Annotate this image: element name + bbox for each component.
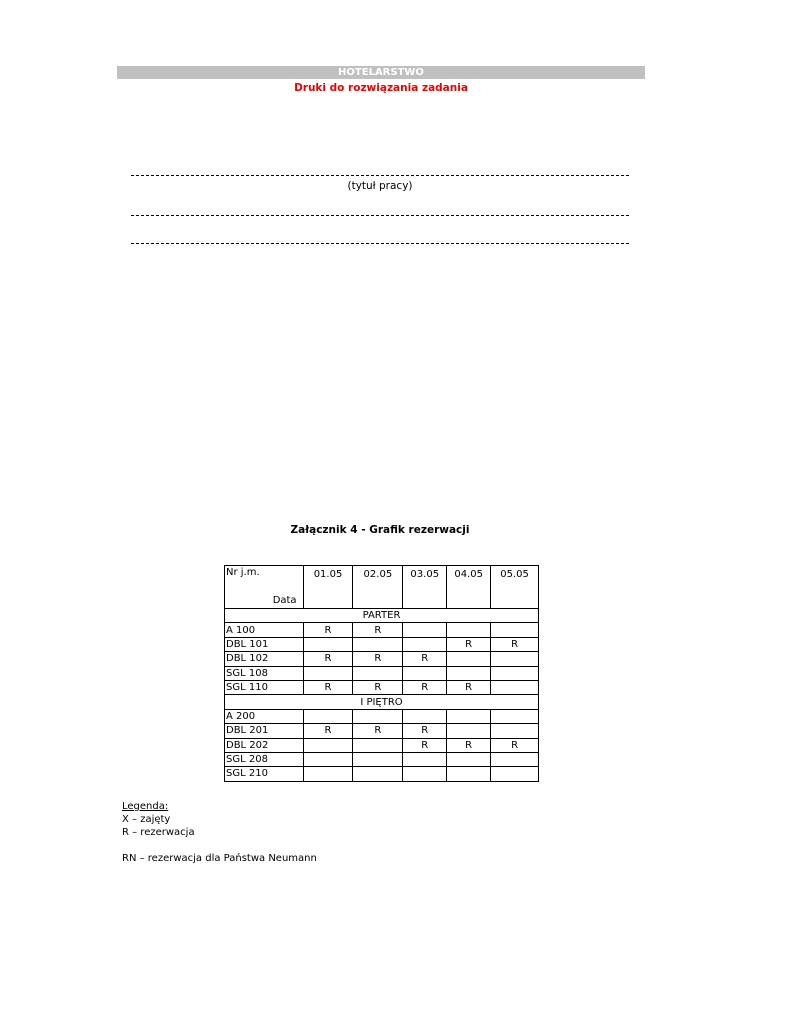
reservation-cell	[491, 680, 539, 694]
reservation-cell	[447, 724, 491, 738]
reservation-cell	[403, 752, 447, 766]
corner-header-cell	[225, 566, 304, 609]
reservation-cell	[491, 623, 539, 637]
table-row	[225, 666, 539, 680]
reservation-cell	[303, 709, 353, 723]
reservation-cell: R	[403, 724, 447, 738]
date-header-cell: 03.05	[403, 566, 447, 609]
reservation-cell: R	[447, 738, 491, 752]
legend	[122, 800, 195, 839]
date-header-cell: 04.05	[447, 566, 491, 609]
reservation-cell	[403, 709, 447, 723]
reservation-cell	[491, 652, 539, 666]
reservation-cell	[303, 752, 353, 766]
legend-item: X – zajęty	[122, 814, 171, 825]
reservation-cell	[353, 709, 403, 723]
reservation-cell	[353, 666, 403, 680]
room-cell: DBL 101	[225, 637, 304, 651]
table-row	[225, 724, 539, 738]
room-cell: SGL 108	[225, 666, 304, 680]
reservation-cell: R	[491, 738, 539, 752]
reservation-cell	[353, 637, 403, 651]
table-row	[225, 623, 539, 637]
reservation-cell	[447, 623, 491, 637]
reservation-cell	[491, 767, 539, 781]
reservation-cell	[303, 637, 353, 651]
reservation-cell: R	[303, 724, 353, 738]
reservation-cell: R	[353, 680, 403, 694]
reservation-cell	[353, 767, 403, 781]
annex-title: Załącznik 4 - Grafik rezerwacji	[290, 524, 470, 536]
room-cell: SGL 208	[225, 752, 304, 766]
table-row	[225, 767, 539, 781]
table-row	[225, 752, 539, 766]
table-row	[225, 637, 539, 651]
reservation-cell	[447, 767, 491, 781]
date-header-cell: 01.05	[303, 566, 353, 609]
table-row	[225, 709, 539, 723]
reservation-cell: R	[303, 652, 353, 666]
room-cell: DBL 102	[225, 652, 304, 666]
reservation-cell	[303, 666, 353, 680]
reservation-cell	[447, 652, 491, 666]
reservation-cell	[447, 666, 491, 680]
room-number-label: Nr j.m.	[226, 567, 260, 578]
reservation-cell	[491, 724, 539, 738]
date-header-cell: 02.05	[353, 566, 403, 609]
date-label: Data	[272, 595, 297, 606]
header-title: HOTELARSTWO	[338, 67, 424, 78]
reservation-cell: R	[353, 623, 403, 637]
section-header-cell: PARTER	[225, 609, 539, 623]
reservation-cell: R	[403, 680, 447, 694]
reservation-cell: R	[353, 652, 403, 666]
reservation-cell	[447, 752, 491, 766]
reservation-cell	[403, 767, 447, 781]
reservation-cell: R	[303, 623, 353, 637]
reservation-cell	[403, 623, 447, 637]
reservation-cell	[303, 767, 353, 781]
room-cell: DBL 201	[225, 724, 304, 738]
reservation-cell: R	[447, 680, 491, 694]
reservation-cell	[491, 666, 539, 680]
reservation-cell: R	[491, 637, 539, 651]
reservation-cell: R	[403, 738, 447, 752]
header-bar	[117, 66, 645, 79]
reservation-cell: R	[447, 637, 491, 651]
title-line-3	[131, 243, 629, 244]
table-header-row	[225, 566, 539, 609]
table-row	[225, 680, 539, 694]
table-row	[225, 738, 539, 752]
section-row	[225, 695, 539, 709]
legend-heading: Legenda:	[122, 801, 169, 812]
reservation-cell	[491, 709, 539, 723]
section-header-cell: I PIĘTRO	[225, 695, 539, 709]
legend-note: RN – rezerwacja dla Państwa Neumann	[122, 853, 317, 864]
room-cell: A 100	[225, 623, 304, 637]
reservation-cell	[303, 738, 353, 752]
reservation-cell	[353, 738, 403, 752]
legend-item: R – rezerwacja	[122, 827, 195, 838]
page-subtitle: Druki do rozwiązania zadania	[294, 82, 468, 94]
room-cell: SGL 210	[225, 767, 304, 781]
reservation-cell	[403, 666, 447, 680]
reservation-cell	[491, 752, 539, 766]
reservation-schedule-table	[224, 565, 539, 782]
reservation-cell	[403, 637, 447, 651]
section-row	[225, 609, 539, 623]
reservation-cell	[447, 709, 491, 723]
title-caption: (tytuł pracy)	[347, 180, 413, 192]
room-cell: DBL 202	[225, 738, 304, 752]
reservation-cell: R	[303, 680, 353, 694]
table-row	[225, 652, 539, 666]
room-cell: SGL 110	[225, 680, 304, 694]
reservation-cell: R	[353, 724, 403, 738]
title-line-2	[131, 215, 629, 216]
reservation-cell: R	[403, 652, 447, 666]
room-cell: A 200	[225, 709, 304, 723]
reservation-cell	[353, 752, 403, 766]
date-header-cell: 05.05	[491, 566, 539, 609]
title-line-1	[131, 175, 629, 176]
